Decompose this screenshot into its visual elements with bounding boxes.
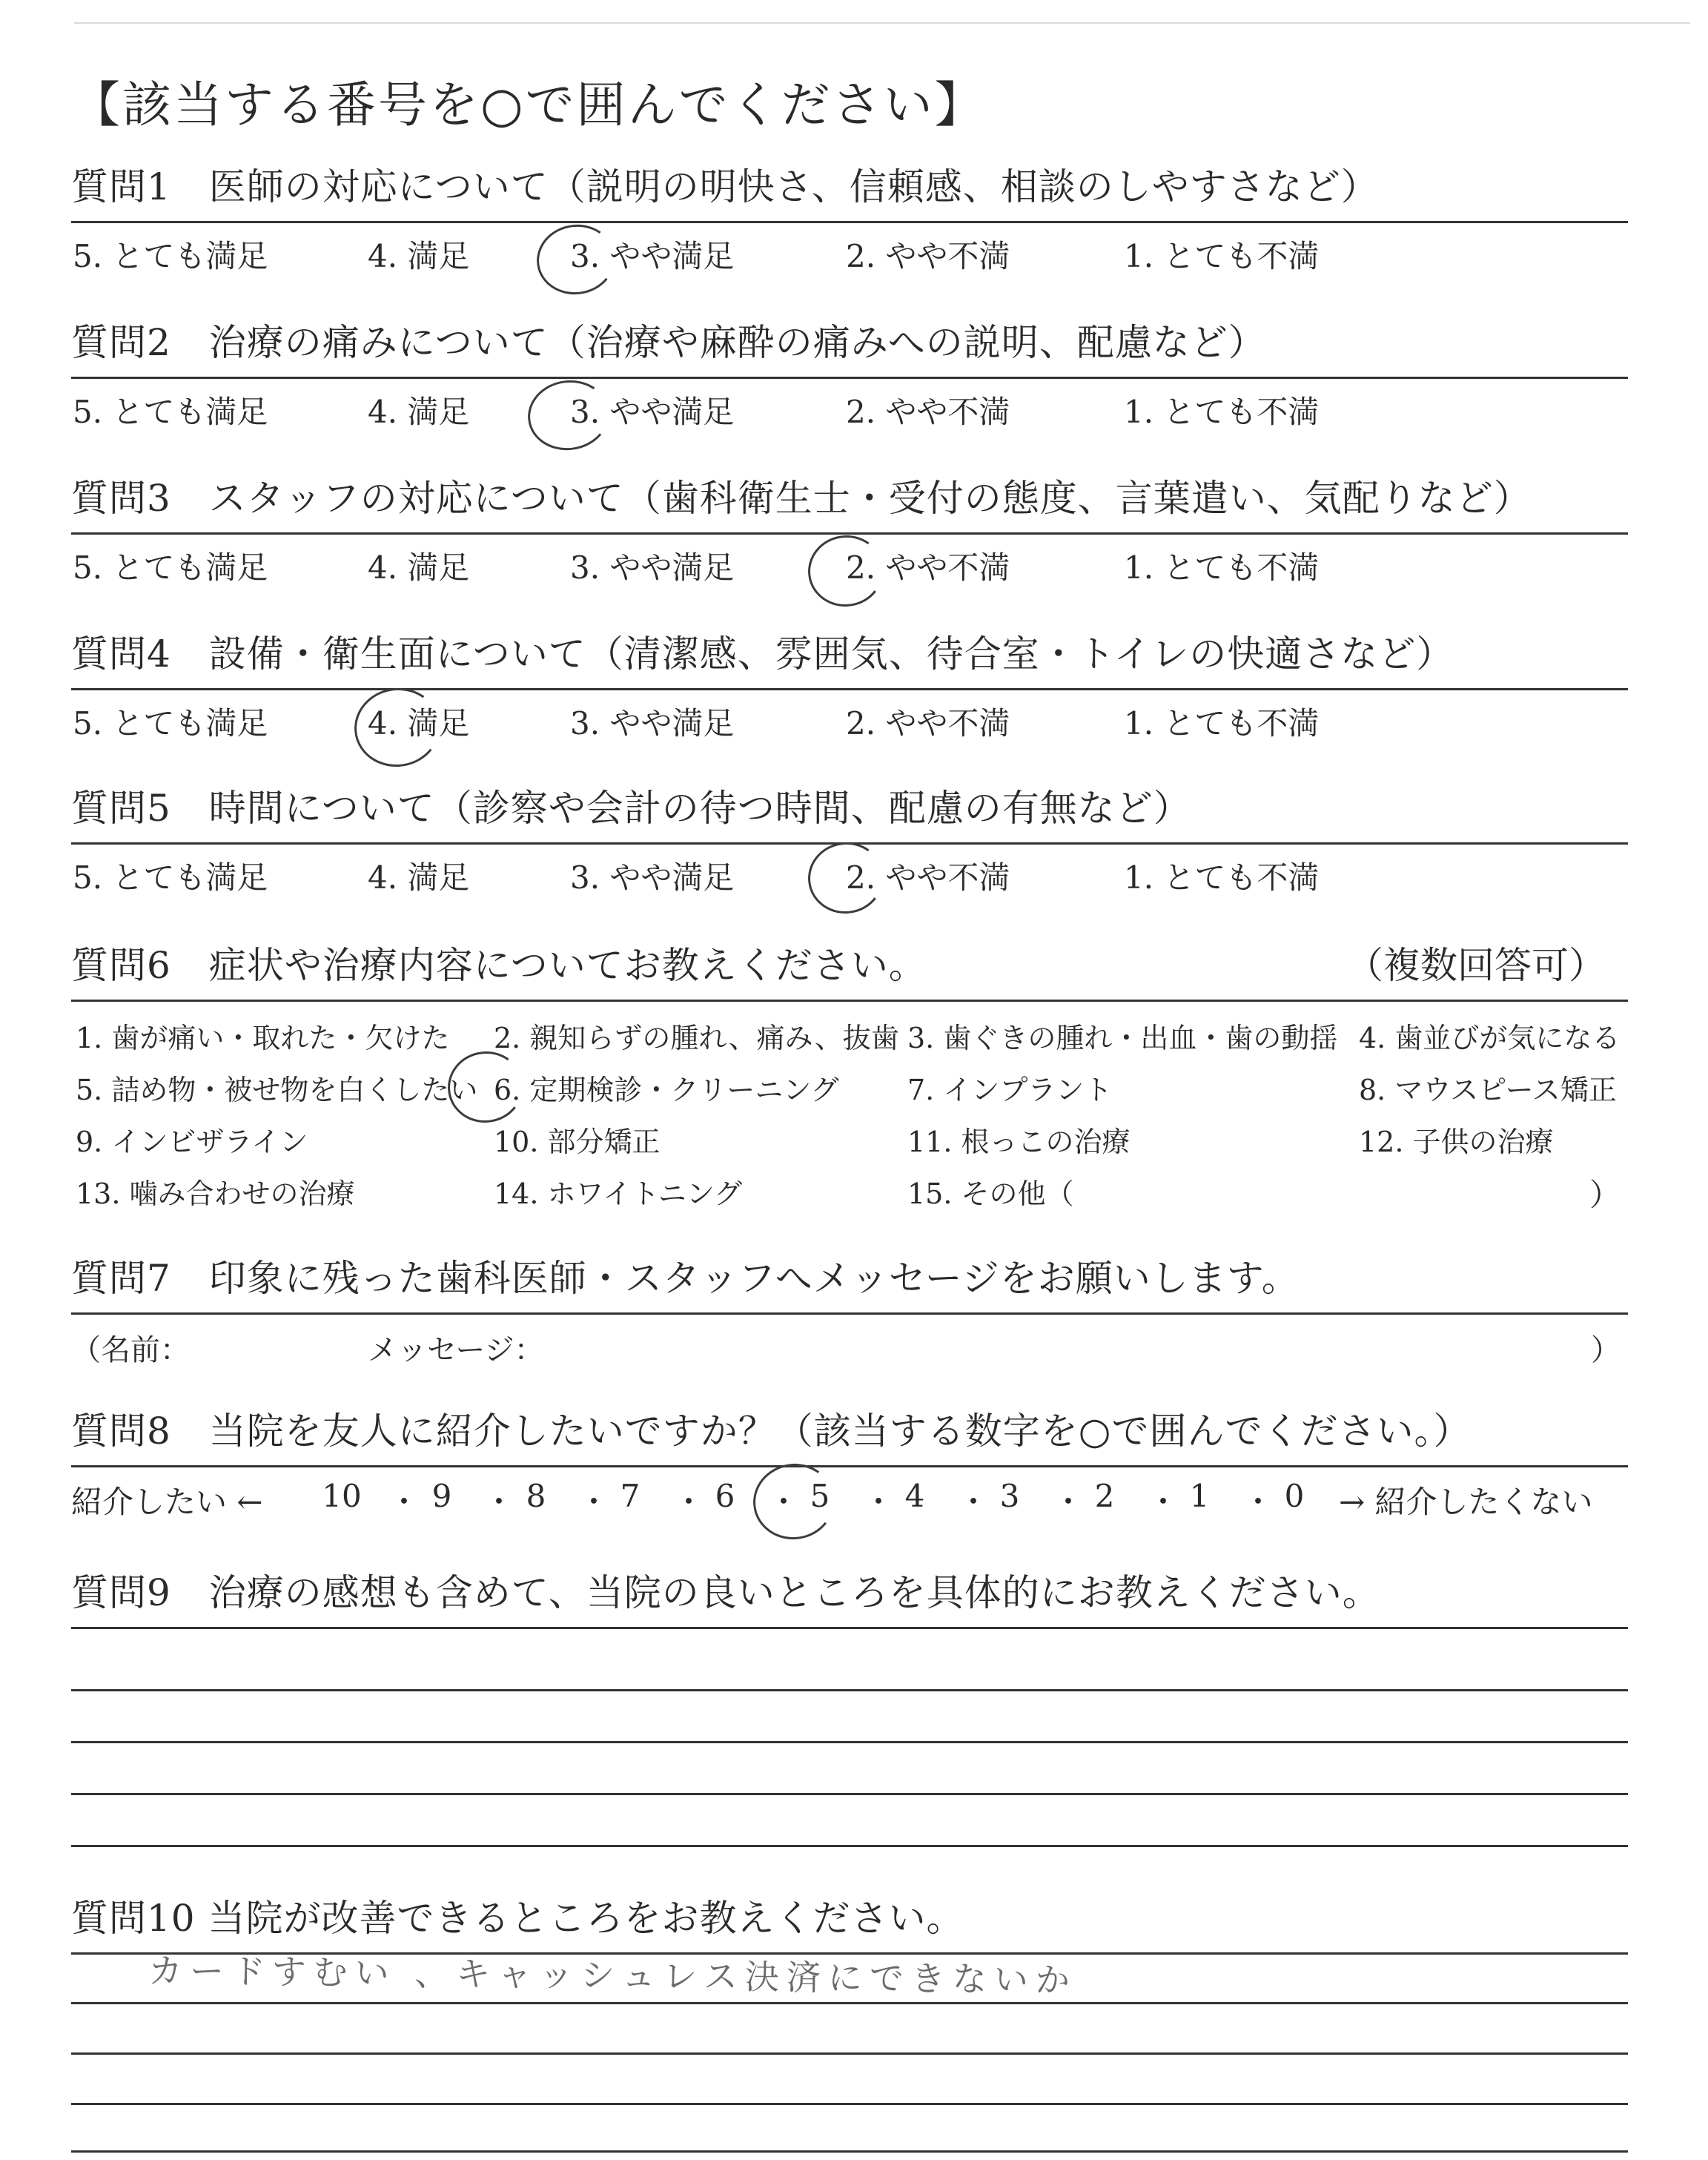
question-8	[71, 1407, 1628, 1521]
option-4[interactable]: 4. 満足	[368, 549, 470, 586]
handwritten-answer: カードすむい 、キャッシュレス決済にできないか	[148, 1950, 1078, 2001]
option-2[interactable]: 2. やや不満	[846, 549, 1010, 586]
scale-option-4[interactable]: 4	[904, 1478, 925, 1514]
question-6-title: 質問6 症状や治療内容についてお教えください。	[71, 944, 927, 987]
scale-separator: ・	[863, 1484, 895, 1520]
symptom-option[interactable]: 5. 詰め物・被せ物を白くしたい	[76, 1074, 478, 1106]
option-5[interactable]: 5. とても満足	[73, 238, 268, 274]
scale-separator: ・	[388, 1484, 420, 1520]
question-2-header	[71, 319, 1628, 379]
answer-line[interactable]	[71, 2052, 1628, 2055]
answer-line[interactable]	[71, 1845, 1628, 1847]
question-1-header	[71, 163, 1628, 223]
option-1[interactable]: 1. とても不満	[1124, 859, 1320, 896]
option-1[interactable]: 1. とても不満	[1124, 549, 1320, 586]
question-9-title: 質問9 治療の感想も含めて、当院の良いところを具体的にお教えください。	[71, 1571, 1380, 1614]
option-4[interactable]: 4. 満足	[368, 705, 470, 742]
question-6-header	[71, 942, 1628, 1002]
question-7-fields	[71, 1315, 1628, 1367]
answer-line[interactable]	[71, 1793, 1628, 1795]
scale-separator: ・	[1242, 1484, 1274, 1520]
question-5-title: 質問5 時間について（診察や会計の待つ時間、配慮の有無など）	[71, 787, 1191, 830]
answer-line[interactable]	[71, 1741, 1628, 1743]
symptom-option[interactable]: 11. 根っこの治療	[907, 1126, 1131, 1158]
symptom-option[interactable]: 13. 噛み合わせの治療	[76, 1178, 355, 1210]
option-1[interactable]: 1. とても不満	[1124, 705, 1320, 742]
symptom-option[interactable]: 8. マウスピース矯正	[1359, 1074, 1617, 1106]
question-7-header	[71, 1255, 1628, 1315]
option-3[interactable]: 3. やや満足	[570, 549, 735, 586]
question-2	[71, 319, 1628, 431]
option-2[interactable]: 2. やや不満	[846, 705, 1010, 742]
symptom-option[interactable]: 14. ホワイトニング	[494, 1178, 743, 1210]
scale-option-10[interactable]: 10	[322, 1478, 362, 1514]
question-4-options	[71, 690, 1628, 742]
message-close-paren: ）	[1591, 1333, 1621, 1367]
question-3-header	[71, 475, 1628, 535]
option-4[interactable]: 4. 満足	[368, 859, 470, 896]
option-4[interactable]: 4. 満足	[368, 394, 470, 430]
option-1[interactable]: 1. とても不満	[1124, 394, 1320, 430]
option-1[interactable]: 1. とても不満	[1124, 238, 1320, 274]
option-2[interactable]: 2. やや不満	[846, 859, 1010, 896]
page-title: 【該当する番号を○で囲んでください】	[71, 76, 986, 133]
option-3[interactable]: 3. やや満足	[570, 238, 735, 274]
symptom-option[interactable]: 2. 親知らずの腫れ、痛み、抜歯	[494, 1022, 899, 1054]
scale-separator: ・	[1148, 1484, 1179, 1520]
answer-line[interactable]	[71, 1689, 1628, 1691]
question-6	[71, 942, 1628, 1217]
scale-left-label: 紹介したい ←	[71, 1484, 263, 1520]
scale-separator: ・	[673, 1484, 705, 1520]
symptom-option[interactable]: 9. インビザライン	[76, 1126, 308, 1158]
question-6-options	[71, 1002, 1628, 1217]
question-9	[71, 1569, 1628, 1629]
question-7	[71, 1255, 1628, 1367]
scale-right-label: → 紹介したくない	[1339, 1484, 1593, 1520]
option-3[interactable]: 3. やや満足	[570, 859, 735, 896]
question-8-title: 質問8 当院を友人に紹介したいですか？（該当する数字を○で囲んでください。）	[71, 1410, 1472, 1453]
option-3[interactable]: 3. やや満足	[570, 705, 735, 742]
option-5[interactable]: 5. とても満足	[73, 549, 268, 586]
scale-separator: ・	[958, 1484, 990, 1520]
symptom-option-other[interactable]: 15. その他（	[907, 1178, 1074, 1210]
question-7-title: 質問7 印象に残った歯科医師・スタッフへメッセージをお願いします。	[71, 1257, 1300, 1300]
scale-separator: ・	[768, 1484, 800, 1520]
scale-option-6[interactable]: 6	[715, 1478, 735, 1514]
symptom-option[interactable]: 12. 子供の治療	[1359, 1126, 1554, 1158]
scale-option-9[interactable]: 9	[431, 1478, 452, 1514]
answer-line[interactable]	[71, 2103, 1628, 2105]
symptom-option[interactable]: 1. 歯が痛い・取れた・欠けた	[76, 1022, 450, 1054]
scale-option-2[interactable]: 2	[1094, 1478, 1115, 1514]
question-4-header	[71, 630, 1628, 690]
scale-separator: ・	[1053, 1484, 1085, 1520]
option-2[interactable]: 2. やや不満	[846, 394, 1010, 430]
scale-option-5[interactable]: 5	[810, 1478, 830, 1514]
scale-option-7[interactable]: 7	[620, 1478, 640, 1514]
question-1-title: 質問1 医師の対応について（説明の明快さ、信頼感、相談のしやすさなど）	[71, 165, 1379, 208]
scale-separator: ・	[483, 1484, 515, 1520]
other-close-paren: ）	[1589, 1177, 1621, 1213]
answer-line[interactable]	[71, 2002, 1628, 2004]
option-5[interactable]: 5. とても満足	[73, 859, 268, 896]
option-3[interactable]: 3. やや満足	[570, 394, 735, 430]
symptom-option[interactable]: 3. 歯ぐきの腫れ・出血・歯の動揺	[907, 1022, 1338, 1054]
question-1-options	[71, 223, 1628, 275]
symptom-option[interactable]: 4. 歯並びが気になる	[1359, 1022, 1621, 1054]
scale-option-1[interactable]: 1	[1189, 1478, 1210, 1514]
symptom-option[interactable]: 10. 部分矯正	[494, 1126, 661, 1158]
question-4	[71, 630, 1628, 742]
question-4-title: 質問4 設備・衛生面について（清潔感、雰囲気、待合室・トイレの快適さなど）	[71, 633, 1454, 676]
name-label: （名前：	[71, 1333, 190, 1367]
question-10-title: 質問10 当院が改善できるところをお教えください。	[71, 1897, 964, 1940]
option-5[interactable]: 5. とても満足	[73, 394, 268, 430]
option-4[interactable]: 4. 満足	[368, 238, 470, 274]
option-2[interactable]: 2. やや不満	[846, 238, 1010, 274]
option-5[interactable]: 5. とても満足	[73, 705, 268, 742]
question-6-note: （複数回答可）	[1346, 944, 1606, 987]
question-9-header	[71, 1569, 1628, 1629]
answer-line[interactable]	[71, 2150, 1628, 2153]
scale-separator: ・	[578, 1484, 610, 1520]
question-2-options	[71, 379, 1628, 431]
message-label: メッセージ：	[368, 1333, 544, 1367]
referral-scale	[71, 1467, 1628, 1521]
symptom-option[interactable]: 7. インプラント	[907, 1074, 1113, 1106]
question-1	[71, 163, 1628, 275]
scale-option-0[interactable]: 0	[1284, 1478, 1305, 1514]
symptom-option[interactable]: 6. 定期検診・クリーニング	[494, 1074, 839, 1106]
question-8-header	[71, 1407, 1628, 1467]
question-3-title: 質問3 スタッフの対応について（歯科衛生士・受付の態度、言葉遣い、気配りなど）	[71, 477, 1532, 520]
page-top-rule	[74, 22, 1690, 24]
scale-option-3[interactable]: 3	[999, 1478, 1020, 1514]
question-5-header	[71, 785, 1628, 845]
scale-option-8[interactable]: 8	[526, 1478, 546, 1514]
question-2-title: 質問2 治療の痛みについて（治療や麻酔の痛みへの説明、配慮など）	[71, 321, 1266, 364]
